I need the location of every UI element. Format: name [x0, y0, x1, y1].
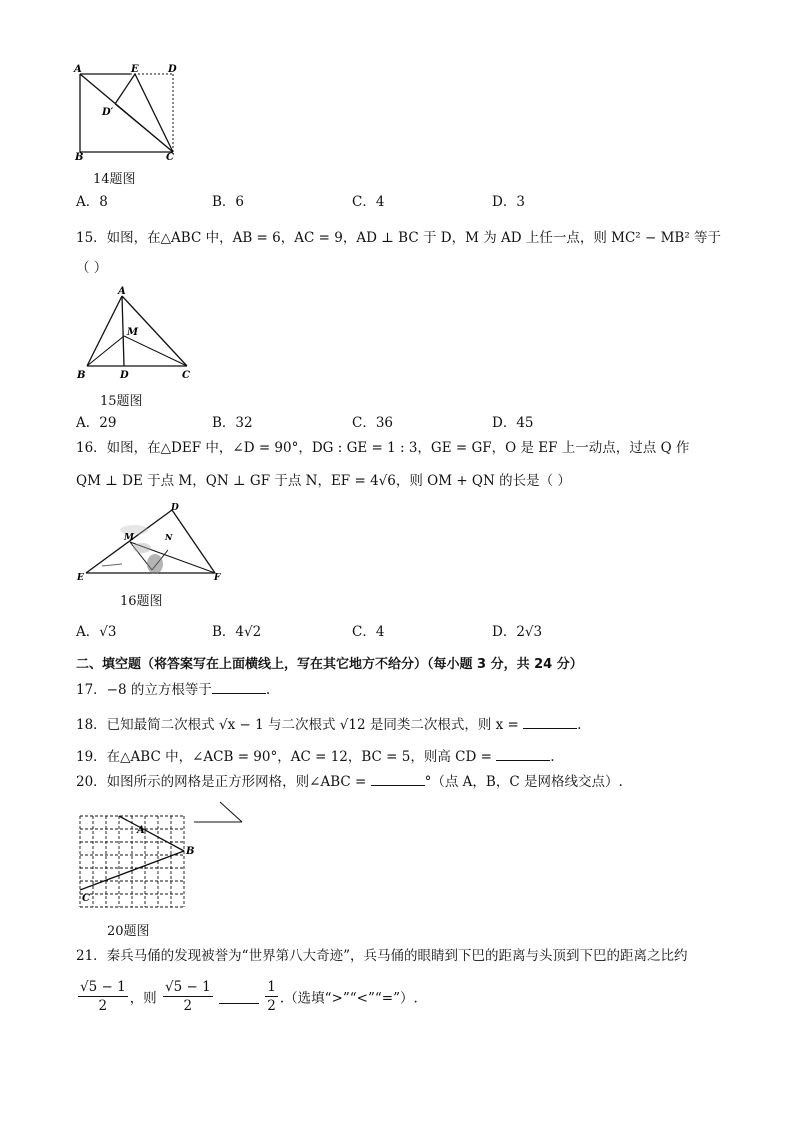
q19-text-after: .	[550, 749, 555, 765]
q15-label-A: A	[118, 286, 126, 297]
q16-option-b: B．4√2	[212, 624, 262, 640]
q16-label-N: N	[165, 532, 173, 542]
q16-option-c: C．4	[352, 624, 385, 640]
q21-half-num: 1	[267, 979, 276, 995]
q14-option-a: A．8	[76, 194, 108, 210]
q14-label-A: A	[74, 64, 82, 75]
q17-text-after: .	[265, 682, 271, 698]
q21-half-den: 2	[267, 998, 276, 1014]
section2-heading: 二、填空题（将答案写在上面横线上，写在其它地方不给分）（每小题 3 分，共 24 分）	[76, 657, 583, 672]
q16-caption: 16题图	[120, 594, 163, 609]
q15-label-M: M	[127, 327, 139, 338]
q14-option-b: B．6	[212, 194, 245, 210]
q18-text-after: .	[577, 717, 582, 733]
q15-label-D: D	[120, 370, 129, 381]
q15-stem-line1: 15．如图，在△ABC 中，AB = 6，AC = 9，AD ⊥ BC 于 D，M 为 AD 上任一点，则 MC² − MB² 等于	[76, 230, 722, 246]
q17-answer-blank[interactable]	[212, 679, 266, 694]
q16-stem-line1: 16．如图，在△DEF 中，∠D = 90°，DG : GE = 1 : 3，GE = GF，O 是 EF 上一动点，过点 Q 作	[76, 440, 690, 456]
q17-line	[76, 679, 270, 700]
q21-line2	[76, 978, 418, 1015]
q14-label-E: E	[131, 64, 139, 75]
q16-label-M: M	[124, 533, 134, 543]
q21-fraction-half	[265, 978, 278, 1015]
q15-figure	[72, 284, 202, 384]
q21-frac-compare-num: √5 − 1	[164, 979, 211, 995]
q19-line	[76, 746, 555, 767]
q15-label-B: B	[77, 370, 86, 381]
q20-answer-blank[interactable]	[371, 771, 425, 786]
q16-figure	[72, 500, 232, 588]
q18-text: 18．已知最简二次根式 √x − 1 与二次根式 √12 是同类二次根式，则 x =	[76, 717, 519, 733]
q19-text: 19．在△ABC 中，∠ACB = 90°，AC = 12，BC = 5，则高 CD =	[76, 749, 492, 765]
q21-middle-text: ，则	[129, 990, 157, 1007]
q21-frac-num: √5 − 1	[80, 979, 126, 995]
q20-caption: 20题图	[107, 924, 150, 939]
q16-option-d: D．2√3	[492, 624, 543, 640]
q16-label-D: D	[171, 503, 179, 513]
q14-label-D: D	[168, 64, 177, 75]
q20-text-after: °（点 A，B，C 是网格线交点）.	[424, 774, 623, 790]
q20-label-B: B	[186, 846, 195, 857]
q14-option-c: C．4	[352, 194, 385, 210]
q15-stem-line2: （ ）	[76, 260, 108, 276]
q14-label-B: B	[75, 152, 84, 162]
q15-caption: 15题图	[100, 394, 143, 409]
q15-option-a: A．29	[76, 415, 117, 431]
q15-option-b: B．32	[212, 415, 253, 431]
q14-figure	[70, 62, 190, 162]
q14-caption: 14题图	[93, 172, 136, 187]
q21-tail-text: .（选填“>”“<”“=”）.	[279, 990, 418, 1007]
q15-option-d: D．45	[492, 415, 534, 431]
q17-text: 17．−8 的立方根等于	[76, 682, 212, 698]
q20-label-A: A	[137, 825, 145, 836]
q15-option-c: C．36	[352, 415, 394, 431]
q18-answer-blank[interactable]	[523, 714, 577, 729]
q15-label-C: C	[182, 370, 190, 381]
q18-line	[76, 714, 581, 735]
q21-fraction	[78, 978, 128, 1015]
q20-grid-figure	[72, 800, 252, 912]
q14-label-C: C	[166, 152, 174, 162]
q20-label-C: C	[82, 893, 90, 904]
q14-option-d: D．3	[492, 194, 525, 210]
q16-option-a: A．√3	[76, 624, 117, 640]
q16-label-F: F	[214, 573, 221, 583]
q21-answer-blank[interactable]	[219, 989, 259, 1004]
q21-frac-compare-den: 2	[183, 998, 193, 1014]
q14-label-Dprime: D′	[102, 107, 114, 118]
q20-text: 20．如图所示的网格是正方形网格，则∠ABC =	[76, 774, 367, 790]
q21-frac-den: 2	[98, 998, 108, 1014]
q20-line	[76, 771, 623, 792]
q21-stem-line1: 21．秦兵马俑的发现被誉为“世界第八大奇迹”，兵马俑的眼睛到下巴的距离与头顶到下巴的距离之比约	[76, 948, 688, 964]
q21-fraction-compare	[163, 978, 213, 1015]
q16-stem-line2: QM ⊥ DE 于点 M，QN ⊥ GF 于点 N，EF = 4√6，则 OM + QN 的长是（ ）	[76, 473, 571, 489]
q19-answer-blank[interactable]	[496, 746, 550, 761]
q16-label-E: E	[77, 573, 84, 583]
